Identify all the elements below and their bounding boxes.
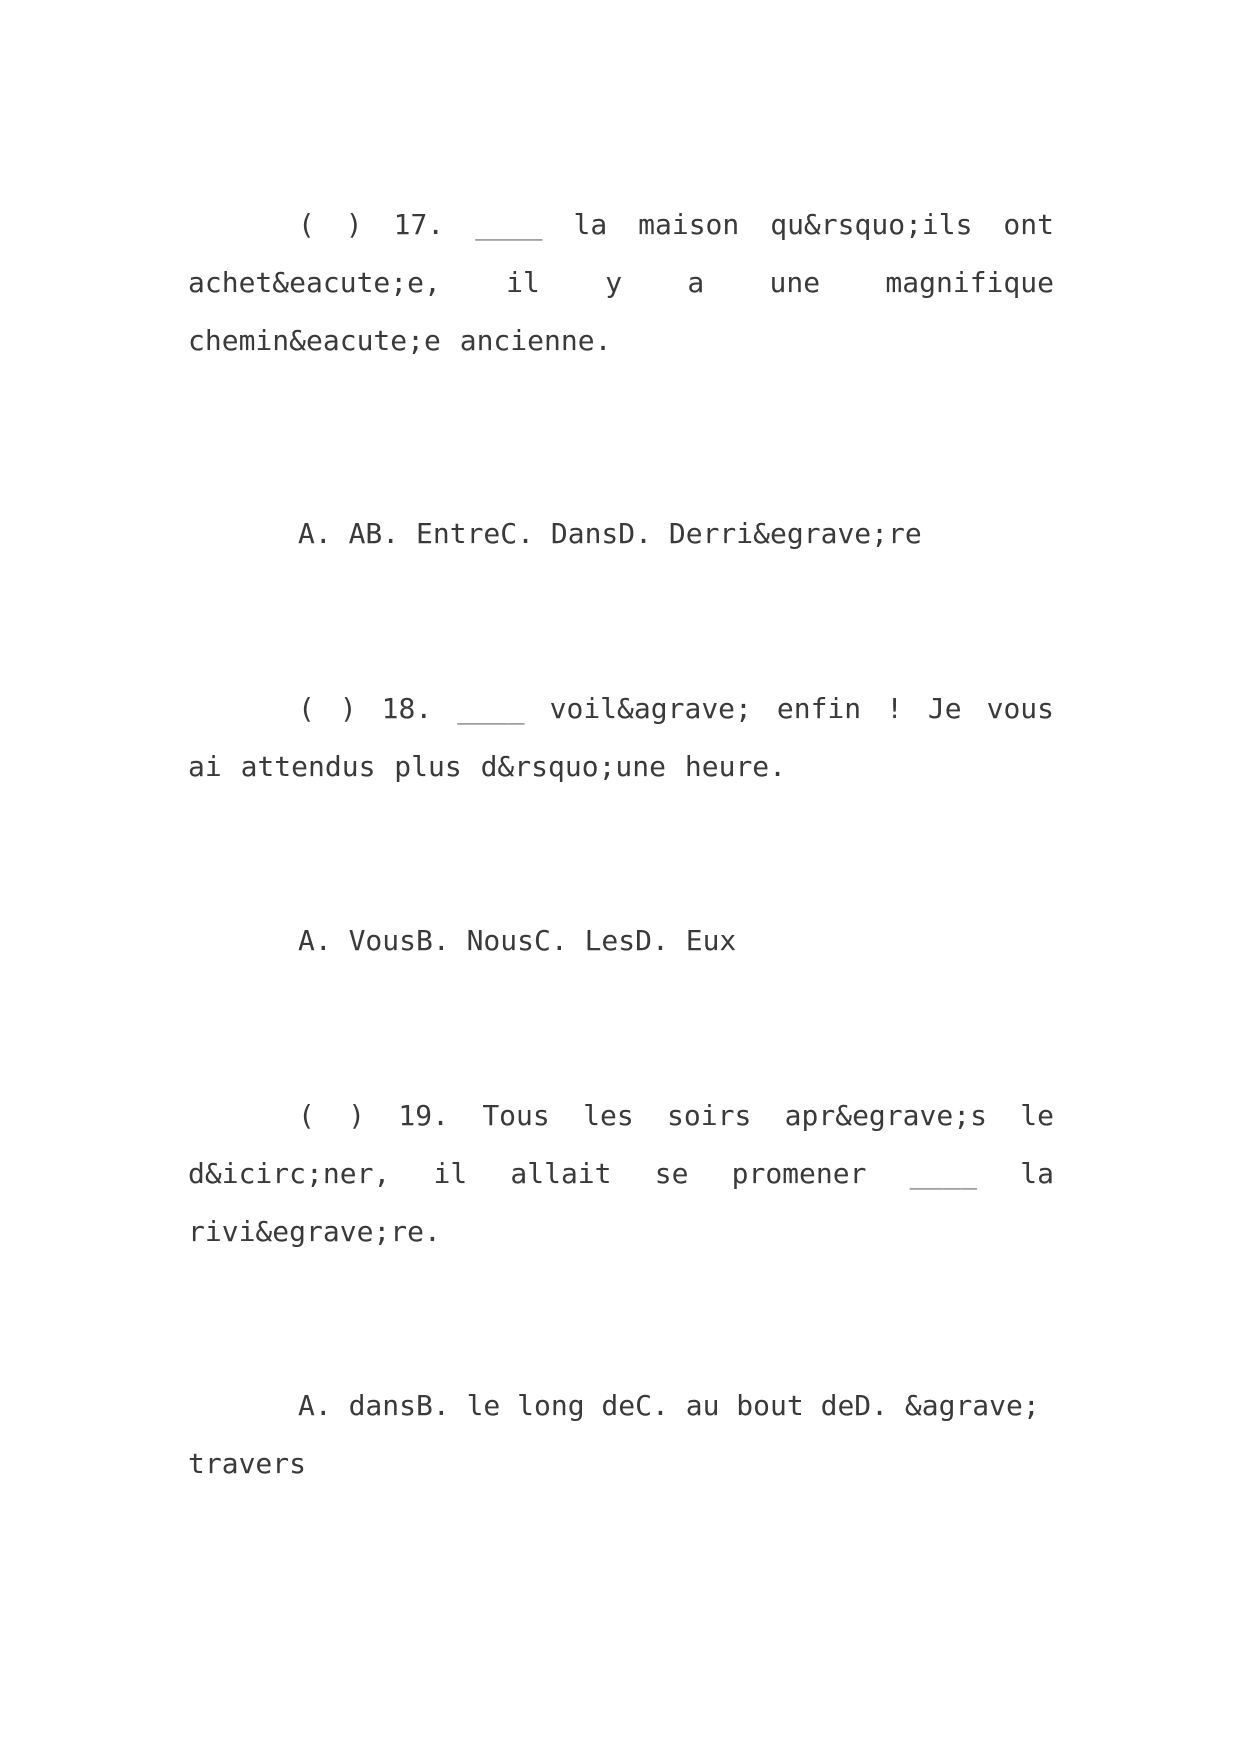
question-17-choices: A. AB. EntreC. DansD. Derri&egrave;re [298, 517, 922, 550]
question-19-text-after: la rivi&egrave;re. [188, 1157, 1054, 1248]
question-17-text: la maison qu&rsquo;ils ont achet&eacute;e, il y a une magnifique chemin&eacute;e ancienne. [188, 208, 1055, 357]
question-18 [188, 680, 1054, 796]
question-18-blank: ____ [457, 692, 525, 725]
question-19-choices: A. dansB. le long deC. au bout deD. &agrave; travers [188, 1389, 1040, 1480]
question-19-blank: ____ [909, 1157, 978, 1190]
question-19-number: 19. [398, 1099, 449, 1132]
question-17-blank: ____ [475, 208, 543, 241]
question-17-paren: ( ) [298, 208, 363, 241]
question-18-text: voil&agrave; enfin ! Je vous ai attendus plus d&rsquo;une heure. [188, 692, 1055, 783]
question-19-text-before: Tous les soirs apr&egrave;s le d&icirc;ner, il allait se promener [188, 1099, 1054, 1190]
question-18-number: 18. [381, 692, 433, 725]
question-18-choices: A. VousB. NousC. LesD. Eux [298, 924, 737, 957]
question-19 [188, 1087, 1054, 1261]
question-17 [188, 196, 1054, 370]
question-18-paren: ( ) [298, 692, 357, 725]
question-17-number: 17. [393, 208, 445, 241]
question-19-paren: ( ) [298, 1099, 366, 1132]
